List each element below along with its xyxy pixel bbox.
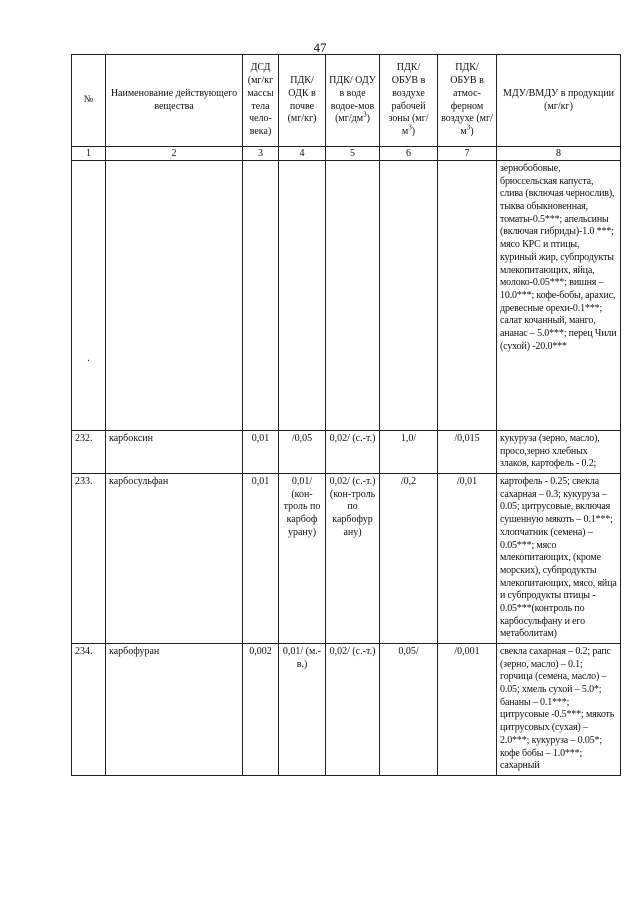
cell-dsd: 0,01 <box>243 474 279 644</box>
cell-mdu: свекла сахарная – 0.2; рапс (зерно, масло) – 0.1; горчица (семена, масло) – 0.05; хмель сухой – 5.0*; бананы – 0.1***; цитрусовые -0.5***; мякоть цитрусовых (сухая) – 2.0***; кукуруза – 0.05*; кофе бобы – 1.0***; сахарный <box>497 644 621 776</box>
cell-soil: 0,01/ (кон-троль по карбоф урану) <box>279 474 326 644</box>
column-number: 2 <box>106 147 243 161</box>
cell-soil <box>279 161 326 431</box>
header-soil: ПДК/ ОДК в почве (мг/кг) <box>279 55 326 147</box>
pesticide-regulation-table <box>71 54 621 776</box>
header-substance-name: Наименование действующего вещества <box>106 55 243 147</box>
cell-name: карбофуран <box>106 644 243 776</box>
table-row <box>72 474 621 644</box>
cell-dsd: 0,002 <box>243 644 279 776</box>
cell-work-air: 1,0/ <box>380 431 438 474</box>
cell-number: 232. <box>72 431 106 474</box>
cell-soil: 0,01/ (м.-в.) <box>279 644 326 776</box>
column-number: 5 <box>326 147 380 161</box>
header-work-air: ПДК/ ОБУВ в воздухе рабочей зоны $(мг/м^3)$ <box>380 55 438 147</box>
cell-mdu: картофель - 0.25; свекла сахарная – 0.3; кукуруза – 0.05; цитрусовые, включая сушенную мякоть – 0.1***; хлопчатник (семена) – 0.05***; мясо млекопитающих, (кроме морских), субпродукты млекопитающих, мясо, яйца и субпродукты птицы - 0.05***(контроль по карбосульфану и его метаболитам) <box>497 474 621 644</box>
cell-atmospheric-air: /0,015 <box>438 431 497 474</box>
column-number: 3 <box>243 147 279 161</box>
cell-atmospheric-air: /0,001 <box>438 644 497 776</box>
cell-mdu: кукуруза (зерно, масло), просо,зерно хлебных злаков, картофель - 0.2; <box>497 431 621 474</box>
cell-number: 234. <box>72 644 106 776</box>
cell-water: 0,02/ (с.-т.) <box>326 431 380 474</box>
cell-work-air <box>380 161 438 431</box>
table-row <box>72 644 621 776</box>
column-number: 6 <box>380 147 438 161</box>
cell-water: 0,02/ (с.-т.) <box>326 644 380 776</box>
cell-number: . <box>72 161 106 431</box>
page-number: 47 <box>313 40 327 55</box>
table-row-continuation <box>72 161 621 431</box>
column-number: 8 <box>497 147 621 161</box>
column-number: 4 <box>279 147 326 161</box>
cell-name <box>106 161 243 431</box>
cell-atmospheric-air <box>438 161 497 431</box>
cell-number: 233. <box>72 474 106 644</box>
header-number: № <box>72 55 106 147</box>
cell-work-air: /0,2 <box>380 474 438 644</box>
cell-name: карбоксин <box>106 431 243 474</box>
column-number-row <box>72 147 621 161</box>
cell-atmospheric-air: /0,01 <box>438 474 497 644</box>
header-atmospheric-air: ПДК/ ОБУВ в атмос-ферном воздухе $(мг/м^3)$ <box>438 55 497 147</box>
cell-dsd <box>243 161 279 431</box>
cell-water: 0,02/ (с.-т.) (кон-троль по карбофур ану) <box>326 474 380 644</box>
cell-name: карбосульфан <box>106 474 243 644</box>
cell-mdu: зернобобовые, брюссельская капуста, слива (включая чернослив), тыква обыкновенная, томаты-0.5***; апельсины (включая гибриды)-1.0 ***; мясо КРС и птицы, куриный жир, субпродукты млекопитающих, яйца, молоко-0.05***; вишня – 10.0***; кофе-бобы, арахис, древесные орехи-0.1***; салат кочанный, манго, ананас – 5.0***; перец Чили (сухой) -20.0*** <box>497 161 621 431</box>
header-mdu: МДУ/ВМДУ в продукции (мг/кг) <box>497 55 621 147</box>
column-number: 7 <box>438 147 497 161</box>
header-row <box>72 55 621 147</box>
cell-soil: /0,05 <box>279 431 326 474</box>
column-number: 1 <box>72 147 106 161</box>
table-row <box>72 431 621 474</box>
header-dsd: ДСД (мг/кг массы тела чело-века) <box>243 55 279 147</box>
cell-work-air: 0,05/ <box>380 644 438 776</box>
cell-dsd: 0,01 <box>243 431 279 474</box>
cell-water <box>326 161 380 431</box>
header-water: ПДК/ ОДУ в воде водое-мов $(мг/дм^3)$ <box>326 55 380 147</box>
